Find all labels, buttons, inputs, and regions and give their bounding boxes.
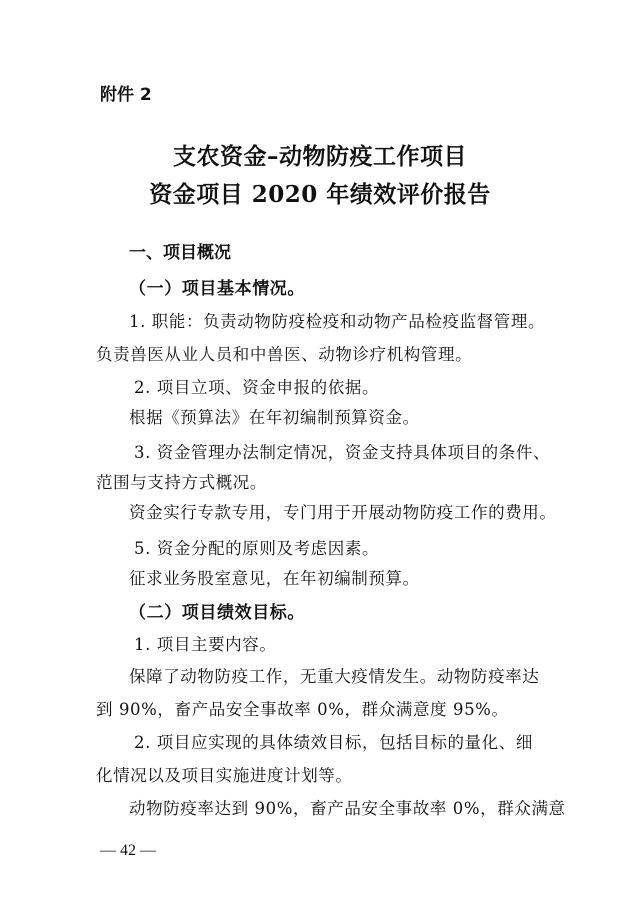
subsection-heading-performance-goals: （二）项目绩效目标。 [129, 603, 305, 623]
goal-main-content-line-2: 到 90%，畜产品安全事故率 0%，群众满意度 95%。 [96, 700, 509, 719]
annex-label: 附件 2 [100, 85, 152, 105]
page-number: — 42 — [100, 842, 156, 859]
goal-specific-targets-line-2: 化情况以及项目实施进度计划等。 [96, 766, 353, 785]
item-basis-body: 根据《预算法》在年初编制预算资金。 [129, 408, 420, 427]
goal-specific-targets-line-1: 2. 项目应实现的具体绩效目标，包括目标的量化、细 [134, 733, 533, 752]
item-allocation-heading: 5. 资金分配的原则及考虑因素。 [134, 539, 380, 558]
goal-main-content-line-1: 保障了动物防疫工作，无重大疫情发生。动物防疫率达 [129, 667, 540, 686]
paragraph-functions-line-2: 负责兽医从业人员和中兽医、动物诊疗机构管理。 [96, 345, 473, 364]
paragraph-functions-line-1: 1. 职能：负责动物防疫检疫和动物产品检疫监督管理。 [129, 312, 546, 331]
item-fund-management-line-1: 3. 资金管理办法制定情况，资金支持具体项目的条件、 [134, 443, 551, 462]
item-allocation-body: 征求业务股室意见，在年初编制预算。 [129, 569, 420, 588]
report-title-line-1: 支农资金–动物防疫工作项目 [173, 143, 467, 170]
goal-specific-targets-line-3: 动物防疫率达到 90%，畜产品安全事故率 0%，群众满意 [129, 799, 566, 818]
item-basis-heading: 2. 项目立项、资金申报的依据。 [134, 378, 380, 397]
goal-main-content-heading: 1. 项目主要内容。 [134, 635, 277, 654]
item-fund-management-line-2: 范围与支持方式概况。 [96, 473, 267, 492]
item-fund-management-body: 资金实行专款专用，专门用于开展动物防疫工作的费用。 [129, 503, 557, 522]
subsection-heading-basic-info: （一）项目基本情况。 [129, 279, 305, 299]
section-heading-overview: 一、项目概况 [129, 243, 231, 263]
report-title-line-2: 资金项目 2020 年绩效评价报告 [149, 181, 491, 208]
